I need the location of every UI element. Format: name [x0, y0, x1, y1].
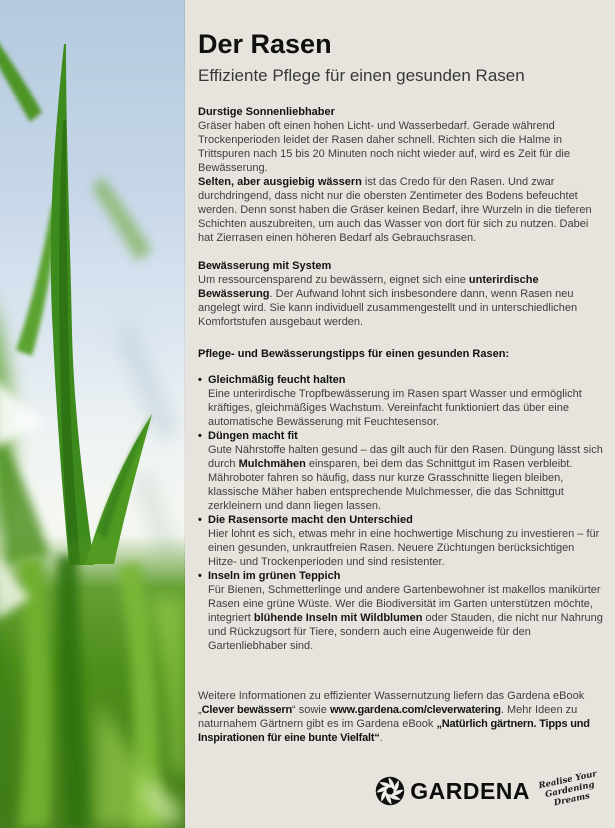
text-segment: Um ressourcensparend zu bewässern, eignet sich eine: [198, 274, 469, 287]
brand-name: GARDENA: [410, 777, 530, 804]
tip-item-wildflower-islands: [198, 569, 605, 653]
grass-photo: [0, 0, 185, 828]
text-segment: . Der Aufwand lohnt sich insbesondere dann, wenn Rasen neu angelegt wird. Sie kann individuell zusammengestellt und in unterschiedlichen Komfortstufen ausgebaut werden.: [198, 288, 578, 329]
bullet-icon: •: [198, 430, 202, 443]
text-segment: .: [379, 732, 383, 745]
tip-title: Düngen macht fit: [208, 430, 298, 443]
text-segment: Gräser haben oft einen hohen Licht- und Wasserbedarf. Gerade während Trockenperioden leidet der Rasen daher schnell. Richten sich die Halme in Trittspuren nach 15 bis 20 Minuten noch nicht wieder auf, wird es Zeit für die Bewässerung.: [198, 120, 570, 175]
text-segment: blühende Inseln mit Wildblumen: [253, 612, 423, 625]
gardena-flower-icon: [375, 776, 405, 806]
text-segment: Clever bewässern: [201, 704, 293, 717]
text-segment: Mulchmähen: [238, 458, 306, 471]
section-watering-basics: [198, 105, 605, 245]
tip-title: Inseln im grünen Teppich: [208, 570, 341, 583]
text-segment: Gute Nährstoffe halten gesund – das gilt auch für den Rasen. Düngung lässt sich durch: [208, 444, 603, 471]
tip-body: [208, 444, 603, 512]
text-segment: . Mehr Ideen zu naturnahem Gärtnern gibt es im Gardena eBook: [198, 704, 578, 731]
tips-heading: Pflege- und Bewässerungstipps für einen gesunden Rasen:: [198, 348, 510, 361]
bullet-icon: •: [198, 514, 202, 527]
text-segment: Hier lohnt es sich, etwas mehr in eine hochwertige Mischung zu investieren – für einen gesunden, unkrautfreien Rasen. Neuere Züchtungen berücksichtigen Hitze- und Trockenperioden und sind resistenter.: [208, 528, 600, 569]
tip-item-grass-variety: [198, 513, 605, 569]
text-segment: www.gardena.com/cleverwatering: [329, 704, 501, 717]
content-column: [185, 0, 615, 828]
brand-tagline: Realise Your Gardening Dreams: [537, 769, 598, 809]
text-segment: Weitere Informationen zu effizienter Wassernutzung liefern das Gardena eBook „: [198, 690, 585, 717]
footer-note: [198, 689, 605, 745]
tip-item-fertilizing: [198, 429, 605, 513]
tip-body: [208, 584, 603, 652]
bullet-icon: •: [198, 374, 202, 387]
bullet-icon: •: [198, 570, 202, 583]
grass-photo-illustration: [0, 0, 185, 828]
page-subtitle: Effiziente Pflege für einen gesunden Rasen: [198, 65, 525, 85]
tip-body: [208, 388, 582, 428]
section-heading: Bewässerung mit System: [198, 260, 332, 273]
gardena-logo: [375, 769, 602, 809]
tips-list: [198, 373, 605, 653]
paragraph: [198, 175, 605, 245]
text-segment: Selten, aber ausgiebig wässern: [198, 176, 362, 189]
text-segment: „Natürlich gärtnern. Tipps und Inspirationen für eine bunte Vielfalt“: [198, 718, 590, 745]
text-segment: einsparen, bei dem das Schnittgut im Rasen verbleibt. Mähroboter fahren so häufig, dass nur kurze Grasschnitte liegen bleiben, klassische Mäher haben entsprechende Mulchmesser, die das Schnittgut zerkleinern und dann liegen lassen.: [208, 458, 573, 513]
tip-body: [208, 528, 599, 568]
text-segment: Eine unterirdische Tropfbewässerung im Rasen spart Wasser und ermöglicht kräftiges, gleichmäßiges Wachstum. Vereinfacht funktioniert das über eine automatische Bewässerung mit Feuchtesensor.: [208, 388, 582, 429]
section-heading: Durstige Sonnenliebhaber: [198, 106, 335, 119]
text-segment: oder Stauden, die nicht nur Nahrung und Rückzugsort für Tiere, sondern auch eine Augenweide für den Gartenliebhaber sind.: [208, 612, 603, 653]
tip-title: Die Rasensorte macht den Unterschied: [208, 514, 413, 527]
paragraph: [198, 119, 605, 175]
section-irrigation-system: [198, 259, 605, 329]
text-segment: Für Bienen, Schmetterlinge und andere Gartenbewohner ist makellos manikürter Rasen eine grüne Wüste. Wer die Biodiversität im Garten unterstützen möchte, integriert: [208, 584, 601, 625]
tip-title: Gleichmäßig feucht halten: [208, 374, 346, 387]
text-segment: unterirdische Bewässerung: [198, 274, 539, 301]
paragraph: [198, 273, 605, 329]
page-title: Der Rasen: [198, 29, 332, 59]
tip-item-moisture: [198, 373, 605, 429]
text-segment: “ sowie: [292, 704, 330, 717]
text-segment: ist das Credo für den Rasen. Und zwar durchdringend, dass nicht nur die obersten Zentimeter des Bodens befeuchtet werden. Denn sonst haben die Gräser keinen Bedarf, ihre Wurzeln in die tieferen Schichten auszubreiten, um auch das Wasser von dort für sich zu nutzen. Dabei hat Zierrasen einen höheren Bedarf als Gebrauchsrasen.: [198, 176, 592, 245]
